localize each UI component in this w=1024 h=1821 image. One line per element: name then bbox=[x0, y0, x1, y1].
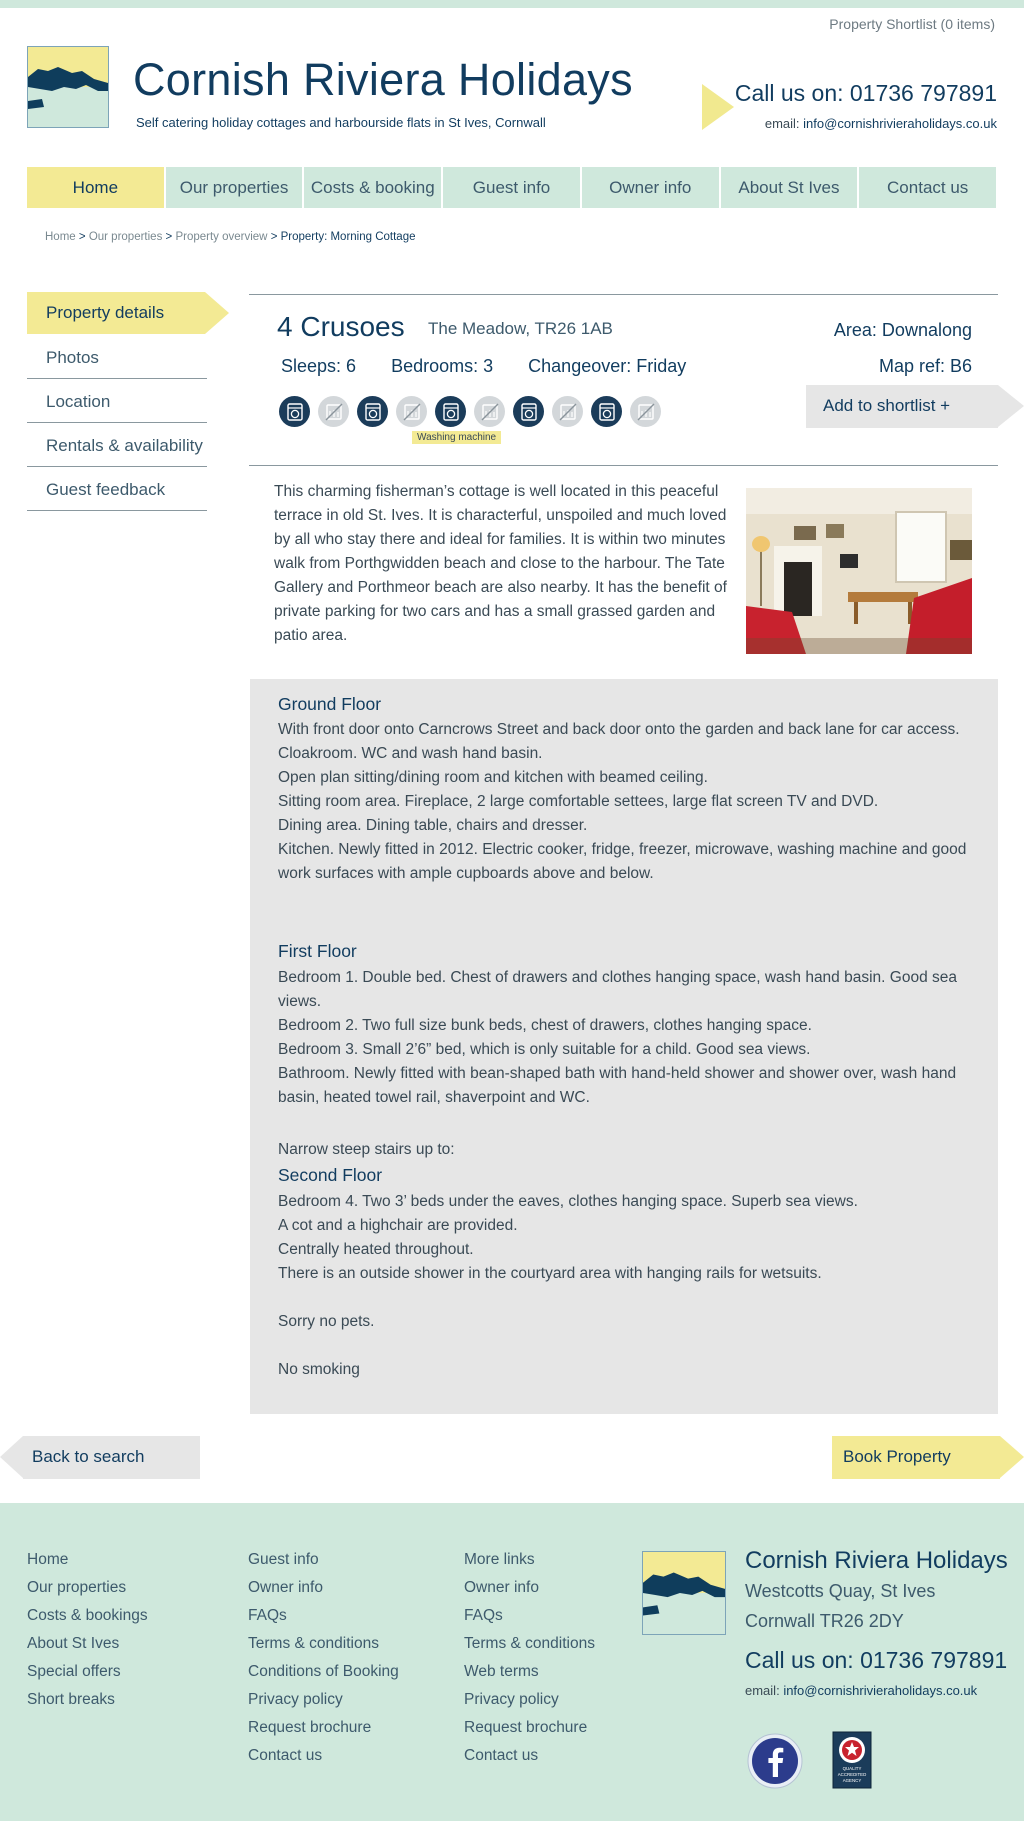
email-label: email: bbox=[745, 1683, 780, 1698]
sidebar-item-label: Rentals & availability bbox=[46, 436, 203, 455]
ground-floor-heading: Ground Floor bbox=[278, 694, 382, 714]
site-logo[interactable] bbox=[27, 46, 109, 128]
quality-accredited-agency-badge bbox=[832, 1731, 872, 1789]
floor-line: Bedroom 1. Double bed. Chest of drawers and clothes hanging space, wash hand basin. Good sea views. bbox=[278, 969, 957, 1010]
property-address: The Meadow, TR26 1AB bbox=[428, 319, 613, 338]
nav-contact-us[interactable]: Contact us bbox=[859, 167, 996, 208]
sidebar-item-rentals-availability[interactable] bbox=[27, 424, 207, 467]
property-shortlist-link[interactable]: Property Shortlist (0 items) bbox=[829, 16, 995, 32]
floor-line: Open plan sitting/dining room and kitchen with beamed ceiling. bbox=[278, 769, 708, 786]
floor-line: Cloakroom. WC and wash hand basin. bbox=[278, 745, 543, 762]
breadcrumb-current: Property: Morning Cottage bbox=[280, 231, 416, 243]
breadcrumb-our-properties[interactable]: Our properties bbox=[88, 231, 163, 243]
floor-line: Bedroom 4. Two 3’ beds under the eaves, clothes hanging space. Superb sea views. bbox=[278, 1193, 858, 1210]
site-tagline: Self catering holiday cottages and harbourside flats in St Ives, Cornwall bbox=[136, 115, 546, 130]
sidebar-item-property-details[interactable] bbox=[27, 292, 205, 334]
facebook-icon[interactable] bbox=[747, 1733, 803, 1789]
phone-number[interactable]: 01736 797891 bbox=[860, 1647, 1008, 1673]
dishwasher-icon[interactable] bbox=[630, 396, 661, 427]
badge-text-line: AGENCY bbox=[842, 1778, 862, 1783]
property-map-ref: Map ref: B6 bbox=[878, 356, 972, 376]
sidebar-item-label: Property details bbox=[46, 303, 165, 322]
washing-machine-icon[interactable] bbox=[357, 396, 388, 427]
sidebar-item-label: Photos bbox=[46, 348, 99, 367]
property-facts bbox=[281, 356, 716, 377]
sidebar-item-label: Location bbox=[46, 392, 111, 411]
pets-note: Sorry no pets. bbox=[278, 1313, 375, 1330]
dishwasher-icon[interactable] bbox=[474, 396, 505, 427]
first-floor-heading: First Floor bbox=[278, 941, 357, 961]
floor-line: Bedroom 3. Small 2’6” bed, which is only suitable for a child. Good sea views. bbox=[278, 1041, 811, 1058]
footer-phone bbox=[745, 1647, 1007, 1674]
footer-col-3 bbox=[464, 1551, 595, 1775]
footer-link[interactable]: Special offers bbox=[27, 1663, 121, 1680]
smoking-note: No smoking bbox=[278, 1361, 360, 1378]
washing-machine-icon[interactable] bbox=[279, 396, 310, 427]
nav-our-properties[interactable]: Our properties bbox=[166, 167, 303, 208]
footer-link[interactable]: More links bbox=[464, 1551, 535, 1568]
badge-text-line: QUALITY bbox=[842, 1766, 862, 1771]
divider bbox=[249, 465, 998, 466]
dishwasher-icon[interactable] bbox=[552, 396, 583, 427]
email-link[interactable]: info@cornishrivieraholidays.co.uk bbox=[783, 1683, 978, 1698]
footer-link[interactable]: Guest info bbox=[248, 1551, 319, 1568]
sleeps: Sleeps: 6 bbox=[281, 356, 357, 376]
site-title: Cornish Riviera Holidays bbox=[133, 54, 633, 105]
footer-email bbox=[745, 1683, 977, 1698]
call-label: Call us on: bbox=[745, 1647, 854, 1673]
footer-link[interactable]: Contact us bbox=[248, 1747, 323, 1764]
footer-link[interactable]: Owner info bbox=[464, 1579, 539, 1596]
washing-machine-icon[interactable] bbox=[435, 396, 466, 427]
footer-link[interactable]: FAQs bbox=[248, 1607, 287, 1624]
floor-line: Kitchen. Newly fitted in 2012. Electric cooker, fridge, freezer, microwave, washing machine and good work surfaces with ample cupboards above and below. bbox=[278, 841, 967, 882]
amenity-icons bbox=[279, 396, 661, 427]
ground-floor-details bbox=[278, 718, 978, 886]
breadcrumb-home[interactable]: Home bbox=[45, 231, 76, 243]
header-email bbox=[765, 116, 997, 131]
dishwasher-icon[interactable] bbox=[318, 396, 349, 427]
divider bbox=[249, 294, 998, 295]
nav-owner-info[interactable]: Owner info bbox=[582, 167, 719, 208]
breadcrumb-sep: > bbox=[165, 231, 173, 243]
sidebar-item-location[interactable] bbox=[27, 380, 207, 423]
floor-line: With front door onto Carncrows Street and back door onto the garden and back lane for car access. bbox=[278, 721, 960, 738]
second-floor-heading: Second Floor bbox=[278, 1165, 383, 1185]
nav-costs-booking[interactable]: Costs & booking bbox=[304, 167, 441, 208]
footer-company-name: Cornish Riviera Holidays bbox=[745, 1547, 1008, 1574]
book-property-label: Book Property bbox=[843, 1447, 951, 1466]
footer-link[interactable]: Contact us bbox=[464, 1747, 539, 1764]
floor-line: Bedroom 2. Two full size bunk beds, chest of drawers, clothes hanging space. bbox=[278, 1017, 812, 1034]
sidebar-item-photos[interactable] bbox=[27, 336, 207, 379]
header-phone bbox=[735, 80, 997, 107]
top-strip bbox=[0, 0, 1024, 8]
footer-col-2 bbox=[248, 1551, 399, 1775]
footer-link[interactable]: Request brochure bbox=[464, 1719, 588, 1736]
back-to-search-label: Back to search bbox=[32, 1447, 145, 1466]
floor-line: Dining area. Dining table, chairs and dresser. bbox=[278, 817, 588, 834]
amenity-tooltip: Washing machine bbox=[412, 431, 501, 444]
email-label: email: bbox=[764, 116, 800, 131]
property-photo[interactable] bbox=[746, 488, 972, 654]
sidebar-item-guest-feedback[interactable] bbox=[27, 468, 207, 511]
footer-link[interactable]: Costs & bookings bbox=[27, 1607, 148, 1624]
footer-link[interactable]: Request brochure bbox=[248, 1719, 372, 1736]
call-label: Call us on: bbox=[734, 80, 844, 106]
floor-line: There is an outside shower in the courtyard area with hanging rails for wetsuits. bbox=[278, 1265, 822, 1282]
add-to-shortlist-button[interactable] bbox=[806, 385, 998, 428]
footer-link[interactable]: Terms & conditions bbox=[248, 1635, 379, 1652]
first-floor-details bbox=[278, 966, 978, 1110]
main-nav bbox=[27, 167, 996, 208]
back-to-search-button[interactable] bbox=[23, 1436, 200, 1479]
footer-link[interactable]: FAQs bbox=[464, 1607, 503, 1624]
call-arrow-icon bbox=[702, 84, 734, 130]
washing-machine-icon[interactable] bbox=[591, 396, 622, 427]
footer-link[interactable]: Terms & conditions bbox=[464, 1635, 595, 1652]
sidebar-item-label: Guest feedback bbox=[46, 480, 166, 499]
property-name: 4 Crusoes bbox=[277, 311, 405, 342]
property-description: This charming fisherman’s cottage is well located in this peaceful terrace in old St. Ives. It is characterful, unspoiled and much loved by all who stay there and ideal for families. It is within two minutes walk from Porthgwidden beach and close to the harbour. The Tate Gallery and Porthmeor beach are also nearby. It has the benefit of private parking for two cars and has a small grassed garden and patio area. bbox=[274, 483, 727, 644]
footer-link[interactable]: Home bbox=[27, 1551, 69, 1568]
footer-link[interactable]: Privacy policy bbox=[248, 1691, 343, 1708]
breadcrumb-sep: > bbox=[78, 231, 86, 243]
dishwasher-icon[interactable] bbox=[396, 396, 427, 427]
footer-address-line-1: Westcotts Quay, St Ives bbox=[745, 1581, 936, 1601]
breadcrumb bbox=[45, 231, 416, 243]
footer-link[interactable]: Short breaks bbox=[27, 1691, 115, 1708]
breadcrumb-sep: > bbox=[270, 231, 278, 243]
floor-line: A cot and a highchair are provided. bbox=[278, 1217, 518, 1234]
floor-line: Centrally heated throughout. bbox=[278, 1241, 474, 1258]
washing-machine-icon[interactable] bbox=[513, 396, 544, 427]
footer-link[interactable]: About St Ives bbox=[27, 1635, 120, 1652]
add-to-shortlist-label: Add to shortlist + bbox=[823, 396, 951, 415]
property-area: Area: Downalong bbox=[833, 320, 972, 340]
footer-link[interactable]: Privacy policy bbox=[464, 1691, 559, 1708]
footer-address-line-2: Cornwall TR26 2DY bbox=[745, 1611, 904, 1631]
email-link[interactable]: info@cornishrivieraholidays.co.uk bbox=[803, 116, 997, 131]
floor-line: Bathroom. Newly fitted with bean-shaped bath with hand-held shower and shower over, wash hand basin, heated towel rail, shaverpoint and WC. bbox=[278, 1065, 957, 1106]
second-floor-details bbox=[278, 1190, 978, 1286]
floor-line: Sitting room area. Fireplace, 2 large comfortable settees, large flat screen TV and DVD. bbox=[278, 793, 879, 810]
footer-link[interactable]: Web terms bbox=[464, 1663, 539, 1680]
phone-number[interactable]: 01736 797891 bbox=[849, 80, 997, 106]
stairs-note: Narrow steep stairs up to: bbox=[278, 1141, 455, 1158]
footer-link[interactable]: Conditions of Booking bbox=[248, 1663, 399, 1680]
footer-col-1 bbox=[27, 1551, 148, 1719]
book-property-button[interactable] bbox=[832, 1436, 1000, 1479]
bedrooms: Bedrooms: 3 bbox=[391, 356, 494, 376]
nav-about-st-ives[interactable]: About St Ives bbox=[721, 167, 858, 208]
badge-text-line: ACCREDITED bbox=[837, 1772, 867, 1777]
breadcrumb-property-overview[interactable]: Property overview bbox=[175, 231, 268, 243]
footer-logo bbox=[642, 1551, 726, 1635]
footer-link[interactable]: Owner info bbox=[248, 1579, 323, 1596]
footer-link[interactable]: Our properties bbox=[27, 1579, 127, 1596]
nav-home[interactable]: Home bbox=[27, 167, 164, 208]
nav-guest-info[interactable]: Guest info bbox=[443, 167, 580, 208]
changeover: Changeover: Friday bbox=[528, 356, 687, 376]
